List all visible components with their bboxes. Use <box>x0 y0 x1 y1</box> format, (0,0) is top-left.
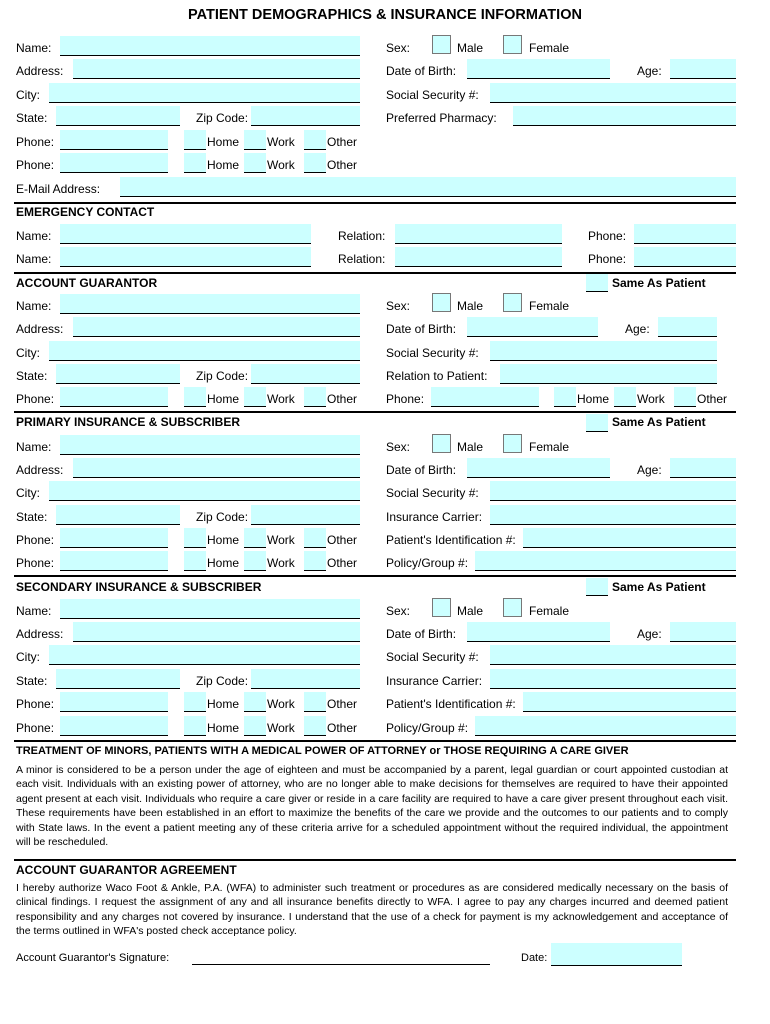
secondary-same-label: Same As Patient <box>612 580 706 594</box>
patient-city-field[interactable] <box>49 83 360 103</box>
emergency-relation1-label: Relation: <box>338 229 386 243</box>
agreement-heading: ACCOUNT GUARANTOR AGREEMENT <box>16 863 237 877</box>
guarantor-female-checkbox[interactable] <box>503 293 522 312</box>
primary-same-checkbox[interactable] <box>586 414 608 432</box>
primary-carrier-label: Insurance Carrier: <box>386 510 483 524</box>
secondary-address-field[interactable] <box>73 622 360 642</box>
primary-same-label: Same As Patient <box>612 415 706 429</box>
agreement-paragraph: I hereby authorize Waco Foot & Ankle, P.A. (WFA) to administer such treatment or procedures as are considered medically necessary on the basis of clinical findings. I request the assignment of any and all insurance benefits directly to WFA. I agree to pay any charges incurred and deemed patient responsibility and any charges not covered by insurance. I understand that the use of a check for payment is my acknowledgement and acceptance of the terms outlined in WFA's posted check acceptance policy. <box>16 882 728 938</box>
patient-dob-label: Date of Birth: <box>386 64 457 78</box>
guarantor-state-label: State: <box>16 369 48 383</box>
guarantor-name-field[interactable] <box>60 294 360 314</box>
guarantor-dob-label: Date of Birth: <box>386 322 457 336</box>
secondary-policy-label: Policy/Group #: <box>386 721 469 735</box>
guarantor-phone2-other-check[interactable] <box>674 387 696 407</box>
patient-ssn-label: Social Security #: <box>386 88 479 102</box>
secondary-city-label: City: <box>16 650 40 664</box>
patient-address-field[interactable] <box>73 59 360 79</box>
secondary-phone1-field[interactable] <box>60 692 168 712</box>
secondary-phone2-label: Phone: <box>16 721 55 735</box>
patient-phone2-work-check[interactable] <box>244 153 266 173</box>
secondary-phone1-home-label: Home <box>207 697 240 711</box>
guarantor-phone-work-label: Work <box>267 392 295 406</box>
primary-male-checkbox[interactable] <box>432 434 451 453</box>
primary-phone1-work-label: Work <box>267 533 295 547</box>
patient-phone1-field[interactable] <box>60 130 168 150</box>
emergency-name2-field[interactable] <box>60 247 311 267</box>
secondary-female-checkbox[interactable] <box>503 598 522 617</box>
emergency-relation2-field[interactable] <box>395 247 562 267</box>
minors-paragraph: A minor is considered to be a person under the age of eighteen and must be accompanied by a parent, legal guardian or court appointed custodian at each visit. Individuals with an existing power of attorney, who are no longer able to make decisions for themselves are required to have their appointed agent present at each visit. Individuals who require a care giver or reside in a care facility are required to have a care giver present throughout each visit. These requirements have been established in an effort to maximize the benefits of the care we provide and the outcomes to our patients and to comply with State laws. In the event a patient meeting any of these criteria arrive for a scheduled appointment without the required individual, the appointment will be rescheduled. <box>16 764 728 849</box>
patient-phone1-other-label: Other <box>327 135 358 149</box>
date-label: Date: <box>521 952 548 964</box>
secondary-age-label: Age: <box>637 627 662 641</box>
guarantor-male-checkbox[interactable] <box>432 293 451 312</box>
emergency-name1-label: Name: <box>16 229 52 243</box>
secondary-city-field[interactable] <box>49 645 360 665</box>
secondary-sex-label: Sex: <box>386 604 411 618</box>
emergency-phone2-field[interactable] <box>634 247 736 267</box>
primary-phone1-label: Phone: <box>16 533 55 547</box>
emergency-phone1-field[interactable] <box>634 224 736 244</box>
primary-age-label: Age: <box>637 463 662 477</box>
secondary-heading: SECONDARY INSURANCE & SUBSCRIBER <box>16 580 262 594</box>
primary-zip-label: Zip Code: <box>196 510 249 524</box>
guarantor-address-field[interactable] <box>73 317 360 337</box>
guarantor-heading: ACCOUNT GUARANTOR <box>16 276 158 290</box>
primary-female-label: Female <box>529 440 570 454</box>
primary-address-label: Address: <box>16 463 64 477</box>
primary-state-field[interactable] <box>56 505 180 525</box>
patient-phone2-home-check[interactable] <box>184 153 206 173</box>
emergency-relation2-label: Relation: <box>338 252 386 266</box>
primary-zip-field[interactable] <box>251 505 360 525</box>
primary-phone1-other-label: Other <box>327 533 358 547</box>
divider <box>14 859 736 861</box>
primary-dob-field[interactable] <box>467 458 610 478</box>
guarantor-zip-label: Zip Code: <box>196 369 249 383</box>
primary-dob-label: Date of Birth: <box>386 463 457 477</box>
secondary-ssn-field[interactable] <box>490 645 736 665</box>
primary-phone1-field[interactable] <box>60 528 168 548</box>
guarantor-phone-field[interactable] <box>60 387 168 407</box>
patient-phone1-other-check[interactable] <box>304 130 326 150</box>
secondary-phone1-work-check[interactable] <box>244 692 266 712</box>
primary-name-field[interactable] <box>60 435 360 455</box>
primary-phone2-work-label: Work <box>267 556 295 570</box>
primary-sex-label: Sex: <box>386 440 411 454</box>
primary-phone2-other-label: Other <box>327 556 358 570</box>
guarantor-phone-label: Phone: <box>16 392 55 406</box>
guarantor-female-label: Female <box>529 299 570 313</box>
primary-ssn-field[interactable] <box>490 481 736 501</box>
divider <box>14 272 736 274</box>
emergency-phone2-label: Phone: <box>588 252 627 266</box>
secondary-state-label: State: <box>16 674 48 688</box>
guarantor-state-field[interactable] <box>56 364 180 384</box>
patient-name-field[interactable] <box>60 36 360 56</box>
secondary-phone1-other-label: Other <box>327 697 358 711</box>
patient-female-checkbox[interactable] <box>503 35 522 54</box>
secondary-phone1-home-check[interactable] <box>184 692 206 712</box>
secondary-phone2-home-label: Home <box>207 721 240 735</box>
secondary-carrier-label: Insurance Carrier: <box>386 674 483 688</box>
patient-name-label: Name: <box>16 41 52 55</box>
guarantor-phone2-label: Phone: <box>386 392 425 406</box>
secondary-patient-id-label: Patient's Identification #: <box>386 697 516 711</box>
primary-address-field[interactable] <box>73 458 360 478</box>
emergency-relation1-field[interactable] <box>395 224 562 244</box>
guarantor-relation-field[interactable] <box>500 364 717 384</box>
divider <box>14 740 736 742</box>
primary-name-label: Name: <box>16 440 52 454</box>
divider <box>14 575 736 577</box>
guarantor-dob-field[interactable] <box>467 317 598 337</box>
patient-zip-field[interactable] <box>251 106 360 126</box>
patient-phone1-work-check[interactable] <box>244 130 266 150</box>
date-field[interactable] <box>551 943 682 966</box>
guarantor-age-field[interactable] <box>658 317 717 337</box>
secondary-phone2-other-check[interactable] <box>304 716 326 736</box>
patient-female-label: Female <box>529 41 570 55</box>
secondary-phone1-work-label: Work <box>267 697 295 711</box>
patient-pharmacy-label: Preferred Pharmacy: <box>386 111 497 125</box>
guarantor-phone2-other-label: Other <box>697 392 728 406</box>
primary-female-checkbox[interactable] <box>503 434 522 453</box>
guarantor-city-label: City: <box>16 346 40 360</box>
guarantor-name-label: Name: <box>16 299 52 313</box>
minors-heading: TREATMENT OF MINORS, PATIENTS WITH A MEDICAL POWER OF ATTORNEY or THOSE REQUIRING A CARE GIVER <box>16 745 629 757</box>
guarantor-address-label: Address: <box>16 322 64 336</box>
guarantor-phone-work-check[interactable] <box>244 387 266 407</box>
guarantor-phone2-field[interactable] <box>431 387 539 407</box>
patient-age-label: Age: <box>637 64 662 78</box>
secondary-age-field[interactable] <box>670 622 736 642</box>
patient-age-field[interactable] <box>670 59 736 79</box>
signature-line[interactable] <box>192 964 490 965</box>
secondary-male-checkbox[interactable] <box>432 598 451 617</box>
primary-patient-id-field[interactable] <box>523 528 736 548</box>
primary-policy-label: Policy/Group #: <box>386 556 469 570</box>
primary-phone2-home-label: Home <box>207 556 240 570</box>
guarantor-zip-field[interactable] <box>251 364 360 384</box>
primary-city-field[interactable] <box>49 481 360 501</box>
primary-patient-id-label: Patient's Identification #: <box>386 533 516 547</box>
guarantor-phone2-work-label: Work <box>637 392 665 406</box>
patient-phone1-home-label: Home <box>207 135 240 149</box>
primary-phone1-work-check[interactable] <box>244 528 266 548</box>
patient-phone2-other-check[interactable] <box>304 153 326 173</box>
guarantor-phone2-home-label: Home <box>577 392 610 406</box>
guarantor-phone-home-label: Home <box>207 392 240 406</box>
secondary-policy-field[interactable] <box>475 716 736 736</box>
guarantor-age-label: Age: <box>625 322 650 336</box>
patient-city-label: City: <box>16 88 40 102</box>
secondary-phone1-label: Phone: <box>16 697 55 711</box>
patient-state-label: State: <box>16 111 48 125</box>
patient-male-checkbox[interactable] <box>432 35 451 54</box>
guarantor-relation-label: Relation to Patient: <box>386 369 488 383</box>
secondary-address-label: Address: <box>16 627 64 641</box>
patient-address-label: Address: <box>16 64 64 78</box>
patient-state-field[interactable] <box>56 106 180 126</box>
patient-phone1-work-label: Work <box>267 135 295 149</box>
patient-ssn-field[interactable] <box>490 83 736 103</box>
primary-phone2-home-check[interactable] <box>184 551 206 571</box>
primary-phone2-field[interactable] <box>60 551 168 571</box>
patient-email-label: E-Mail Address: <box>16 182 101 196</box>
divider <box>14 202 736 204</box>
divider <box>14 411 736 413</box>
primary-ssn-label: Social Security #: <box>386 486 479 500</box>
patient-male-label: Male <box>457 41 484 55</box>
secondary-name-field[interactable] <box>60 599 360 619</box>
emergency-name1-field[interactable] <box>60 224 311 244</box>
patient-phone2-field[interactable] <box>60 153 168 173</box>
guarantor-phone-other-label: Other <box>327 392 358 406</box>
secondary-phone2-field[interactable] <box>60 716 168 736</box>
primary-phone1-home-check[interactable] <box>184 528 206 548</box>
primary-city-label: City: <box>16 486 40 500</box>
guarantor-ssn-label: Social Security #: <box>386 346 479 360</box>
guarantor-city-field[interactable] <box>49 341 360 361</box>
secondary-name-label: Name: <box>16 604 52 618</box>
guarantor-phone2-home-check[interactable] <box>554 387 576 407</box>
guarantor-same-label: Same As Patient <box>612 276 706 290</box>
guarantor-phone2-work-check[interactable] <box>614 387 636 407</box>
emergency-name2-label: Name: <box>16 252 52 266</box>
primary-age-field[interactable] <box>670 458 736 478</box>
secondary-same-checkbox[interactable] <box>586 578 608 596</box>
patient-phone2-home-label: Home <box>207 158 240 172</box>
secondary-female-label: Female <box>529 604 570 618</box>
secondary-phone2-work-check[interactable] <box>244 716 266 736</box>
primary-policy-field[interactable] <box>475 551 736 571</box>
secondary-ssn-label: Social Security #: <box>386 650 479 664</box>
secondary-dob-field[interactable] <box>467 622 610 642</box>
primary-phone2-label: Phone: <box>16 556 55 570</box>
patient-phone2-label: Phone: <box>16 158 55 172</box>
patient-phone1-home-check[interactable] <box>184 130 206 150</box>
secondary-patient-id-field[interactable] <box>523 692 736 712</box>
primary-carrier-field[interactable] <box>490 505 736 525</box>
primary-heading: PRIMARY INSURANCE & SUBSCRIBER <box>16 415 241 429</box>
page-title: PATIENT DEMOGRAPHICS & INSURANCE INFORMATION <box>188 7 582 23</box>
primary-phone2-work-check[interactable] <box>244 551 266 571</box>
secondary-dob-label: Date of Birth: <box>386 627 457 641</box>
secondary-phone1-other-check[interactable] <box>304 692 326 712</box>
secondary-male-label: Male <box>457 604 484 618</box>
guarantor-ssn-field[interactable] <box>490 341 717 361</box>
guarantor-same-checkbox[interactable] <box>586 274 608 292</box>
emergency-phone1-label: Phone: <box>588 229 627 243</box>
secondary-state-field[interactable] <box>56 669 180 689</box>
signature-label: Account Guarantor's Signature: <box>16 952 170 964</box>
secondary-phone2-home-check[interactable] <box>184 716 206 736</box>
guarantor-phone-other-check[interactable] <box>304 387 326 407</box>
primary-state-label: State: <box>16 510 48 524</box>
patient-phone2-other-label: Other <box>327 158 358 172</box>
secondary-carrier-field[interactable] <box>490 669 736 689</box>
patient-phone1-label: Phone: <box>16 135 55 149</box>
patient-dob-field[interactable] <box>467 59 610 79</box>
primary-phone1-other-check[interactable] <box>304 528 326 548</box>
guarantor-sex-label: Sex: <box>386 299 411 313</box>
guarantor-phone-home-check[interactable] <box>184 387 206 407</box>
primary-phone2-other-check[interactable] <box>304 551 326 571</box>
patient-pharmacy-field[interactable] <box>513 106 736 126</box>
patient-sex-label: Sex: <box>386 41 411 55</box>
secondary-zip-label: Zip Code: <box>196 674 249 688</box>
patient-email-field[interactable] <box>120 177 736 197</box>
primary-phone1-home-label: Home <box>207 533 240 547</box>
patient-phone2-work-label: Work <box>267 158 295 172</box>
guarantor-male-label: Male <box>457 299 484 313</box>
patient-zip-label: Zip Code: <box>196 111 249 125</box>
secondary-phone2-work-label: Work <box>267 721 295 735</box>
secondary-phone2-other-label: Other <box>327 721 358 735</box>
secondary-zip-field[interactable] <box>251 669 360 689</box>
primary-male-label: Male <box>457 440 484 454</box>
emergency-heading: EMERGENCY CONTACT <box>16 205 155 219</box>
